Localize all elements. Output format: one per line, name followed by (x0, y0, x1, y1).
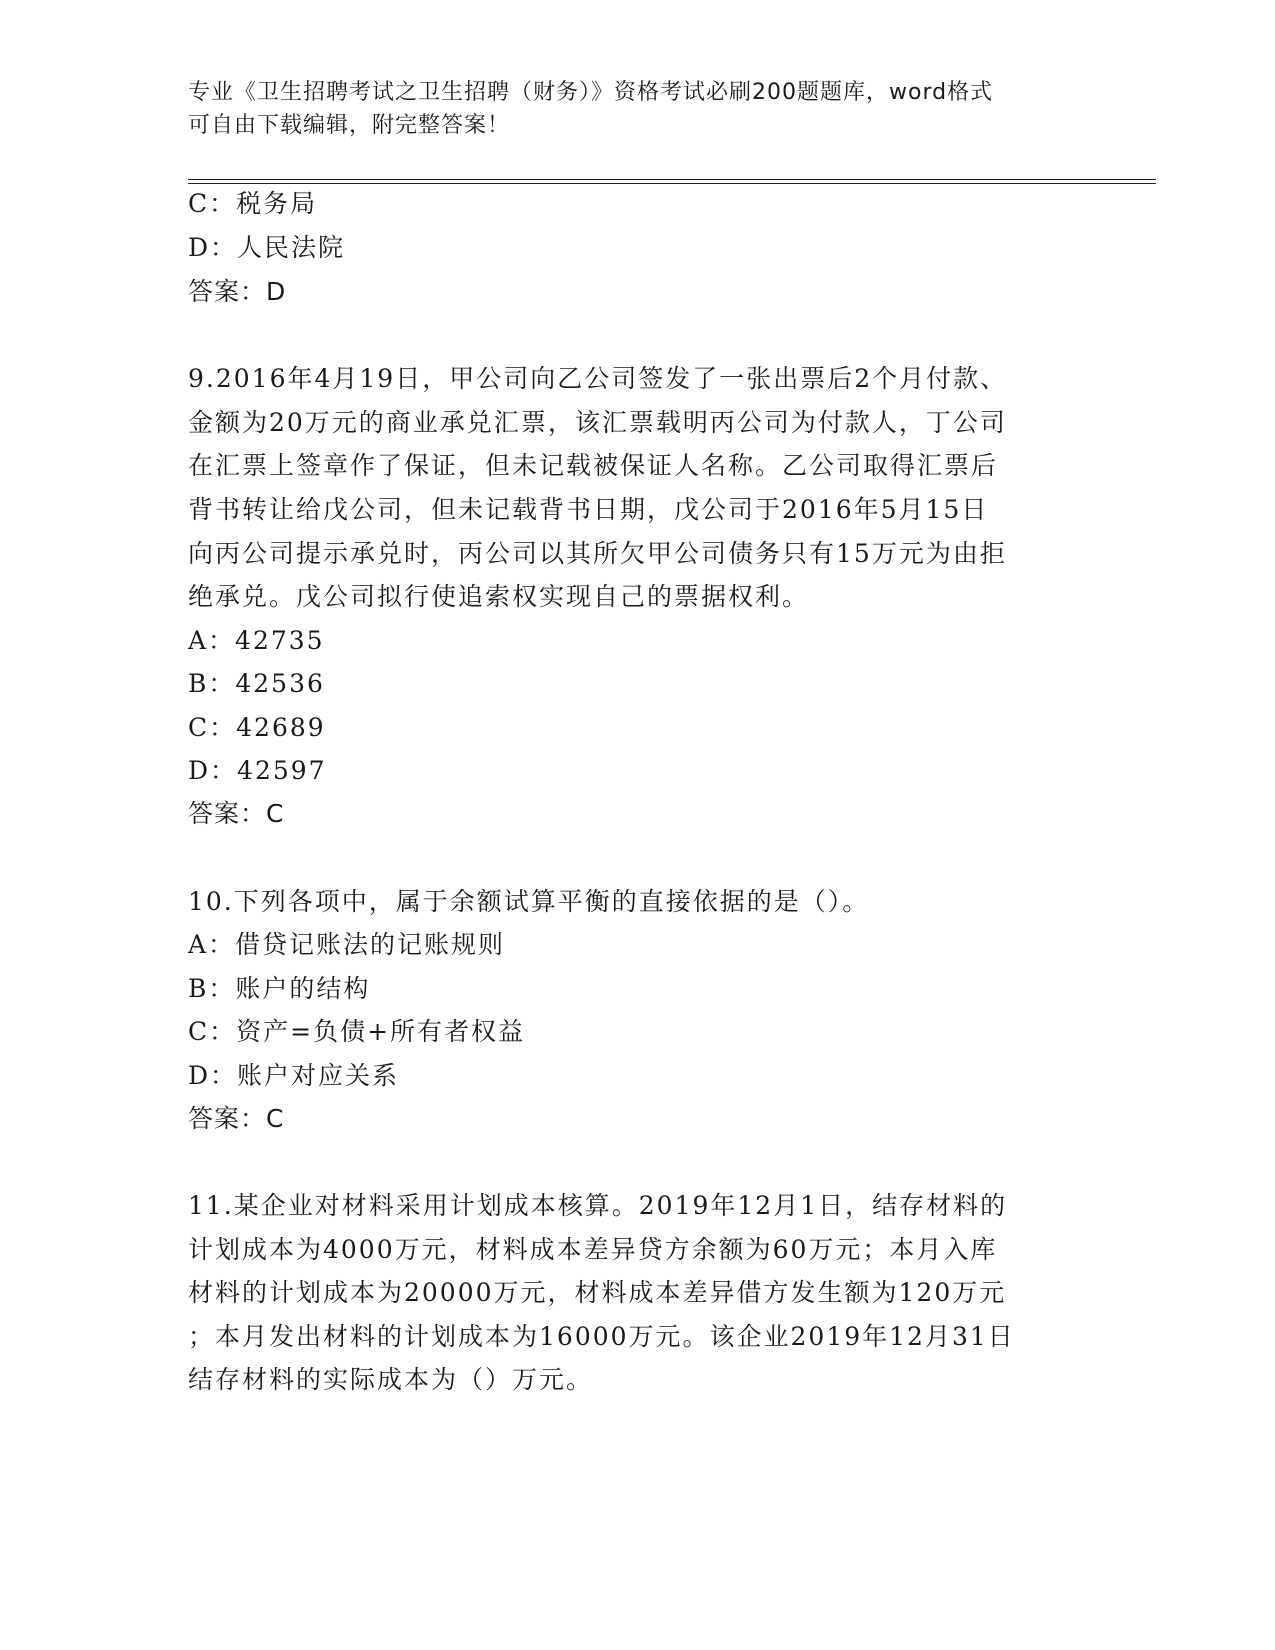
q9-stem-line-6: 绝承兑。戊公司拟行使追索权实现自己的票据权利。 (188, 582, 810, 611)
header-divider-top (188, 179, 1156, 180)
q9-option-c: C：42689 (188, 713, 326, 742)
q9-stem-line-4: 背书转让给戊公司，但未记载背书日期，戊公司于2016年5月15日 (188, 495, 989, 524)
q9-option-a: A：42735 (188, 626, 325, 655)
q11-stem-line-1: 11.某企业对材料采用计划成本核算。2019年12月1日，结存材料的 (188, 1191, 1008, 1220)
q11-stem-line-4: ；本月发出材料的计划成本为16000万元。该企业2019年12月31日 (188, 1322, 1015, 1351)
q10-answer: 答案：C (188, 1104, 285, 1133)
q9-option-b: B：42536 (188, 669, 325, 698)
header-line-1: 专业《卫生招聘考试之卫生招聘（财务）》资格考试必刷200题题库，word格式 (188, 80, 994, 105)
q10-option-b: B：账户的结构 (188, 974, 371, 1003)
q8-option-c: C：税务局 (188, 189, 318, 218)
q11-stem-line-2: 计划成本为4000万元，材料成本差异贷方余额为60万元；本月入库 (188, 1235, 998, 1264)
q11-stem-line-3: 材料的计划成本为20000万元，材料成本差异借方发生额为120万元 (188, 1278, 1007, 1307)
q10-option-a: A：借贷记账法的记账规则 (188, 930, 506, 959)
header-divider-bottom (188, 183, 1156, 184)
q9-stem-line-5: 向丙公司提示承兑时，丙公司以其所欠甲公司债务只有15万元为由拒 (188, 539, 1007, 568)
q9-stem-line-2: 金额为20万元的商业承兑汇票，该汇票载明丙公司为付款人，丁公司 (188, 408, 1007, 437)
q10-option-c: C：资产=负债+所有者权益 (188, 1017, 526, 1046)
q11-stem-line-5: 结存材料的实际成本为（）万元。 (188, 1365, 594, 1394)
document-header (188, 76, 1068, 142)
q9-stem-line-1: 9.2016年4月19日，甲公司向乙公司签发了一张出票后2个月付款、 (188, 364, 1008, 393)
q8-answer: 答案：D (188, 277, 287, 306)
q9-stem-line-3: 在汇票上签章作了保证，但未记载被保证人名称。乙公司取得汇票后 (188, 451, 999, 480)
header-line-2: 可自由下载编辑，附完整答案！ (188, 113, 511, 138)
q10-stem-line-1: 10.下列各项中，属于余额试算平衡的直接依据的是（）。 (188, 887, 870, 916)
q9-option-d: D：42597 (188, 756, 327, 785)
q8-option-d: D：人民法院 (188, 233, 346, 262)
q9-answer: 答案：C (188, 799, 285, 828)
q10-option-d: D：账户对应关系 (188, 1061, 400, 1090)
